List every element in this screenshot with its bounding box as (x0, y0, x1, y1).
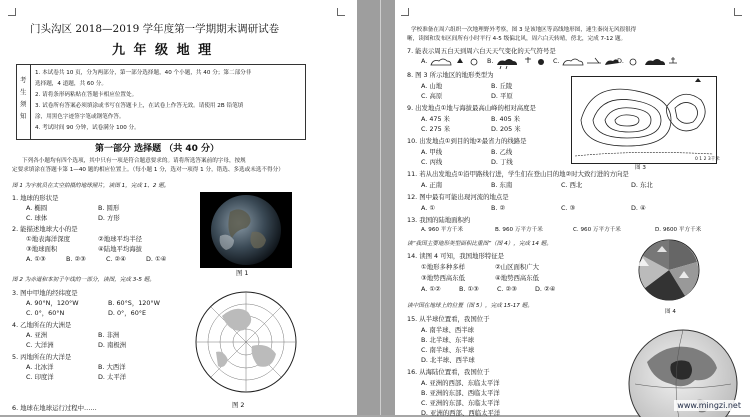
option: C. ②④ (106, 255, 126, 263)
question-intro: 晰，读图和发布区间所有小时平行 4-5 级偏北风，周六白天转晴，傍北，完成 7-12 题。 (407, 36, 627, 42)
earth-photo (200, 192, 292, 268)
option: A. 亚洲 (26, 331, 48, 339)
question-10: 10. 出发地点①到目的地②最省力的线路是 (407, 137, 527, 145)
option: C. 南半球、东半球 (421, 346, 475, 354)
option: B. 亚洲的东部、西临太平洋 (421, 389, 500, 397)
question-2: 2. 能描述地球大小的是 (12, 225, 78, 233)
notice-side-label: 考 生 须 知 (17, 65, 31, 139)
question-11: 11. 若从出发地点①沿甲路线行进，学生们在登山目的地②时大致行进的方向是 (407, 170, 629, 178)
option: B. 60°S，120°W (108, 299, 160, 307)
weather-symbols-a (429, 55, 489, 69)
option: A. 90°N，120°W (26, 299, 79, 307)
option: D. ②④ (535, 285, 556, 293)
option: A. ①③ (26, 255, 46, 263)
polar-projection-map (192, 286, 300, 398)
option: A. 亚洲的西部、东临太平洋 (421, 379, 500, 387)
option: A. 960 平方千米 (421, 227, 464, 233)
option: A. 南半球、西半球 (421, 326, 475, 334)
option: B. ② (491, 204, 506, 212)
option: ③地势西高东低 (421, 274, 466, 282)
question-intro: 读中国在地球上的位置（图 5），完成 15-17 题。 (407, 303, 533, 309)
question-intro: 图 2 为赤道和本初子午线的一部分，读图，完成 3-5 题。 (12, 277, 155, 283)
option: ③地球面积 (26, 245, 58, 253)
option: ④地势西高东低 (495, 274, 540, 282)
notice-box (16, 64, 306, 140)
option: ①地形多种多样 (421, 263, 466, 271)
question-16: 16. 从海陆位置看，我国位于 (407, 368, 490, 376)
question-5: 5. 丙地所在的大洋是 (12, 353, 72, 361)
option: C. 印度洋 (26, 373, 54, 381)
option: D. ①④ (146, 255, 167, 263)
option: C. 0°，60°N (26, 309, 65, 317)
notice-line: 选择题，4 道题，共 60 分。 (35, 81, 107, 87)
option: D. 平原 (491, 92, 513, 100)
option: D. 南极洲 (98, 341, 127, 349)
figure-4-caption: 图 4 (665, 309, 676, 315)
option: A. 山地 (421, 82, 443, 90)
question-1: 1. 地球的形状是 (12, 194, 59, 202)
option: C. (553, 57, 560, 65)
question-15: 15. 从半球位置看，我国位于 (407, 315, 490, 323)
question-intro: 图 1 为宇航员在太空拍摄的地球照片，读图 1，完成 1、2 题。 (12, 183, 170, 189)
option: C. 丙线 (421, 158, 443, 166)
option: ②山区面积广大 (495, 263, 540, 271)
weather-symbols-d (625, 55, 685, 69)
option: D. 丁线 (491, 158, 513, 166)
option: C. 西北 (561, 181, 583, 189)
landform-proportion-chart (627, 238, 711, 308)
option: A. 甲线 (421, 148, 443, 156)
crop-mark (8, 8, 16, 16)
option: A. (421, 57, 428, 65)
option: A. 475 米 (421, 115, 450, 123)
option: C. 高原 (421, 92, 443, 100)
option: A. 北冰洋 (26, 363, 54, 371)
option: ②地球平均半径 (98, 235, 143, 243)
option: C. 275 米 (421, 125, 451, 133)
question-intro: 学校准备在周六组织一次地理野外考察，图 3 是该地区等高线地形图，速生秦岗无风很很得 (411, 27, 637, 33)
option: B. 960 万平方千米 (495, 227, 543, 233)
option: A. ① (421, 204, 436, 212)
option: D. 205 米 (491, 125, 521, 133)
option: B. (487, 57, 494, 65)
crop-mark (734, 8, 742, 16)
question-7: 7. 能表示周五白天到周六白天天气变化的天气符号是 (407, 47, 556, 55)
option: A. 正南 (421, 181, 443, 189)
notice-line: 3. 试卷所有答案必须填涂或书写在答题卡上，在试卷上作答无效。请使用 2B 铅笔填 (35, 103, 244, 109)
question-13: 13. 我国的陆地面积约 (407, 216, 471, 224)
notice-line: 4. 考试时间 90 分钟，试卷满分 100 分。 (35, 125, 140, 131)
option: B. 乙线 (491, 148, 513, 156)
option: C. 大洋洲 (26, 341, 54, 349)
option: A. 椭圆 (26, 204, 48, 212)
option: D. 0°，60°E (108, 309, 147, 317)
option: C. 960 万平方千米 (573, 227, 621, 233)
option: D. 9600 平方千米 (655, 227, 702, 233)
figure-1-caption: 图 1 (236, 269, 249, 277)
option: D. 东北 (631, 181, 653, 189)
notice-line: 涂，用黑色字迹签字笔或钢笔作答。 (35, 114, 125, 120)
svg-text:0 1 2 3千米: 0 1 2 3千米 (695, 157, 720, 162)
option: ④陆地平均海拔 (98, 245, 143, 253)
question-6: 6. 地球在地球运行过程中…… (12, 404, 97, 412)
crop-mark (337, 8, 345, 16)
option: B. ②③ (66, 255, 86, 263)
option: D. 亚洲的西部、西临太平洋 (421, 409, 501, 417)
option: C. 球体 (26, 214, 48, 222)
weather-symbols-b (495, 55, 555, 69)
option: D. 北半球、西半球 (421, 356, 475, 364)
question-14: 14. 读图 4 可知，我国地形特征是 (407, 252, 505, 260)
notice-line: 1. 本试卷共 10 页，分为两部分，第一部分选择题，40 个小题，共 40 分；第二部分非 (35, 70, 252, 76)
exam-title: 门头沟区 2018—2019 学年度第一学期期末调研试卷 (30, 23, 280, 35)
option: B. 北半球、东半球 (421, 336, 475, 344)
option: D. 方形 (98, 214, 120, 222)
notice-line: 2. 请将条形码粘贴在答题卡相应位置处。 (35, 92, 138, 98)
option: A. ①② (421, 285, 441, 293)
question-12: 12. 图中最有可能出现河流的地点是 (407, 193, 509, 201)
question-intro: 读“我国主要地形类型面积比重图”（图 4），完成 14 题。 (407, 241, 552, 247)
figure-2-caption: 图 2 (232, 401, 245, 409)
option: B. 圆形 (98, 204, 120, 212)
page-2 (395, 0, 750, 415)
watermark: www.mingzi.net (674, 400, 744, 411)
question-9: 9. 出发地点①地与海拔最高山峰的相对高度是 (407, 104, 536, 112)
option: B. 东南 (491, 181, 513, 189)
option: D. ④ (631, 204, 646, 212)
option: C. 亚洲的东部、东临太平洋 (421, 399, 500, 407)
option: D. (617, 57, 624, 65)
option: B. 丘陵 (491, 82, 513, 90)
option: C. ③ (561, 204, 576, 212)
figure-3-caption: 图 3 (635, 165, 646, 171)
crop-mark (401, 8, 409, 16)
option: ①地表海洋深度 (26, 235, 71, 243)
section-title: 第一部分 选择题 （共 40 分） (95, 144, 220, 154)
option: B. ①③ (459, 285, 479, 293)
instructions-line: 定要求填涂在答题卡第 1—40 题的相应位置上。（每小题 1 分，选对一项得 1 分，错选、多选或未选不得分） (12, 167, 284, 173)
option: B. 大西洋 (98, 363, 126, 371)
weather-symbols-c (561, 55, 621, 69)
instructions-line: 下列各小题均有四个选项，其中只有一项是符合题意要求的。请将所选答案前的字母，按规 (22, 158, 246, 164)
subject-title: 九 年 级 地 理 (112, 43, 214, 58)
question-8: 8. 图 3 所示地区的地形类型为 (407, 71, 494, 79)
option: B. 非洲 (98, 331, 120, 339)
option: D. 太平洋 (98, 373, 127, 381)
option: C. ②③ (497, 285, 517, 293)
question-4: 4. 乙地所在的大洲是 (12, 321, 72, 329)
contour-map (571, 76, 720, 164)
question-3: 3. 图中甲地的经纬度是 (12, 289, 78, 297)
option: B. 405 米 (491, 115, 521, 123)
page-gap (380, 0, 381, 415)
page-1 (0, 0, 357, 415)
